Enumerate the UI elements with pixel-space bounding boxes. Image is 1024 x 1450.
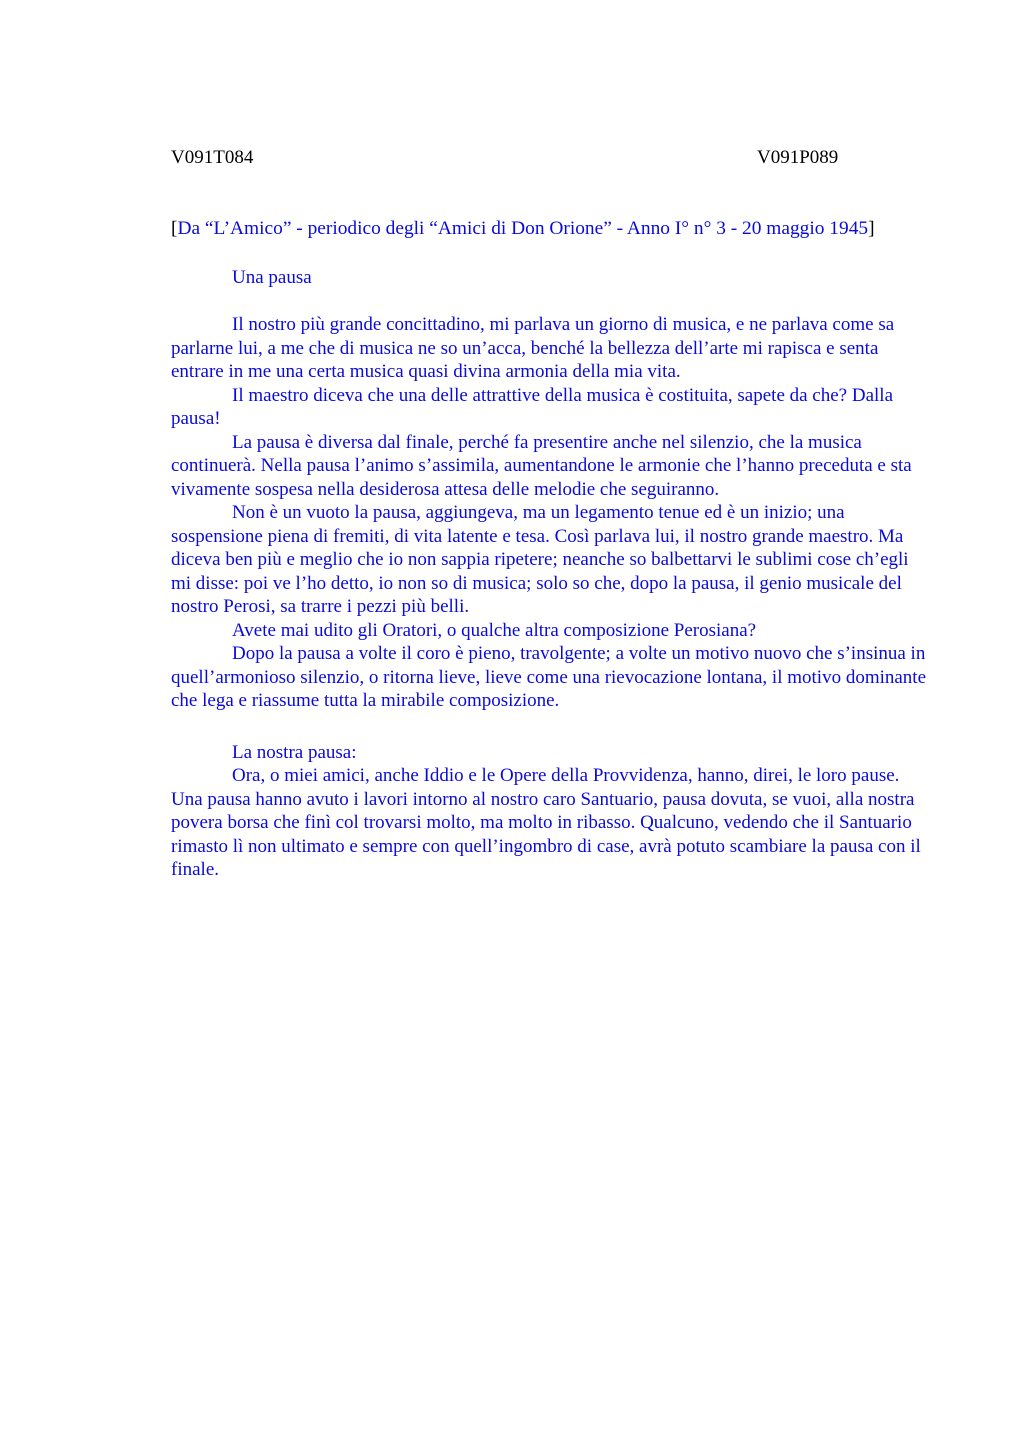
paragraph: Il maestro diceva che una delle attrattive della musica è costituita, sapete da che? Dalla pausa! [171, 384, 894, 429]
source-citation-text: Da “L’Amico” - periodico degli “Amici di Don Orione” - Anno I° n° 3 - 20 maggio 1945 [177, 218, 869, 239]
source-open-bracket: [ [171, 218, 178, 239]
article-title: Una pausa [232, 267, 312, 288]
paragraph: Non è un vuoto la pausa, aggiungeva, ma un legamento tenue ed è un inizio; una sospensione piena di fremiti, di vita latente e tesa. Così parlava lui, il nostro grande maestro. Ma diceva ben più e meglio che io non sappia ripetere; neanche so balbettarvi le sublimi cose ch’egli mi disse: poi ve l’ho detto, io non so di musica; solo so che, dopo la pausa, il genio musicale del nostro Perosi, sa trarre i pezzi più belli. [171, 502, 909, 617]
right-reference-code: V091P089 [757, 147, 839, 168]
section-subtitle: La nostra pausa: [232, 742, 357, 763]
paragraph: La pausa è diversa dal finale, perché fa presentire anche nel silenzio, che la musica continuerà. Nella pausa l’animo s’assimila, aumentandone le armonie che l’hanno preceduta e sta vivamente sospesa nella desiderosa attesa delle melodie che seguiranno. [171, 431, 912, 500]
paragraph: Avete mai udito gli Oratori, o qualche altra composizione Perosiana? [232, 619, 757, 641]
paragraph: Dopo la pausa a volte il coro è pieno, travolgente; a volte un motivo nuovo che s’insinua in quell’armonioso silenzio, o ritorna lieve, lieve come una rievocazione lontana, il motivo dominante che lega e riassume tutta la mirabile composizione. [171, 643, 927, 711]
left-reference-code: V091T084 [171, 147, 254, 168]
source-citation [171, 217, 875, 241]
paragraph: Il nostro più grande concittadino, mi parlava un giorno di musica, e ne parlava come sa parlarne lui, a me che di musica ne so un’acca, benché la bellezza dell’arte mi rapisca e senta entrare in me una certa musica quasi divina armonia della mia vita. [171, 314, 895, 382]
paragraph: Ora, o miei amici, anche Iddio e le Opere della Provvidenza, hanno, direi, le loro pause. Una pausa hanno avuto i lavori intorno al nostro caro Santuario, pausa dovuta, se vuoi, alla nostra povera borsa che finì col trovarsi molto, ma molto in ribasso. Qualcuno, vedendo che il Santuario rimasto lì non ultimato e sempre con quell’ingombro di case, avrà potuto scambiare la pausa con il finale. [171, 765, 921, 880]
section-body [171, 764, 931, 882]
article-body [171, 313, 931, 713]
source-close-bracket: ] [868, 218, 875, 239]
